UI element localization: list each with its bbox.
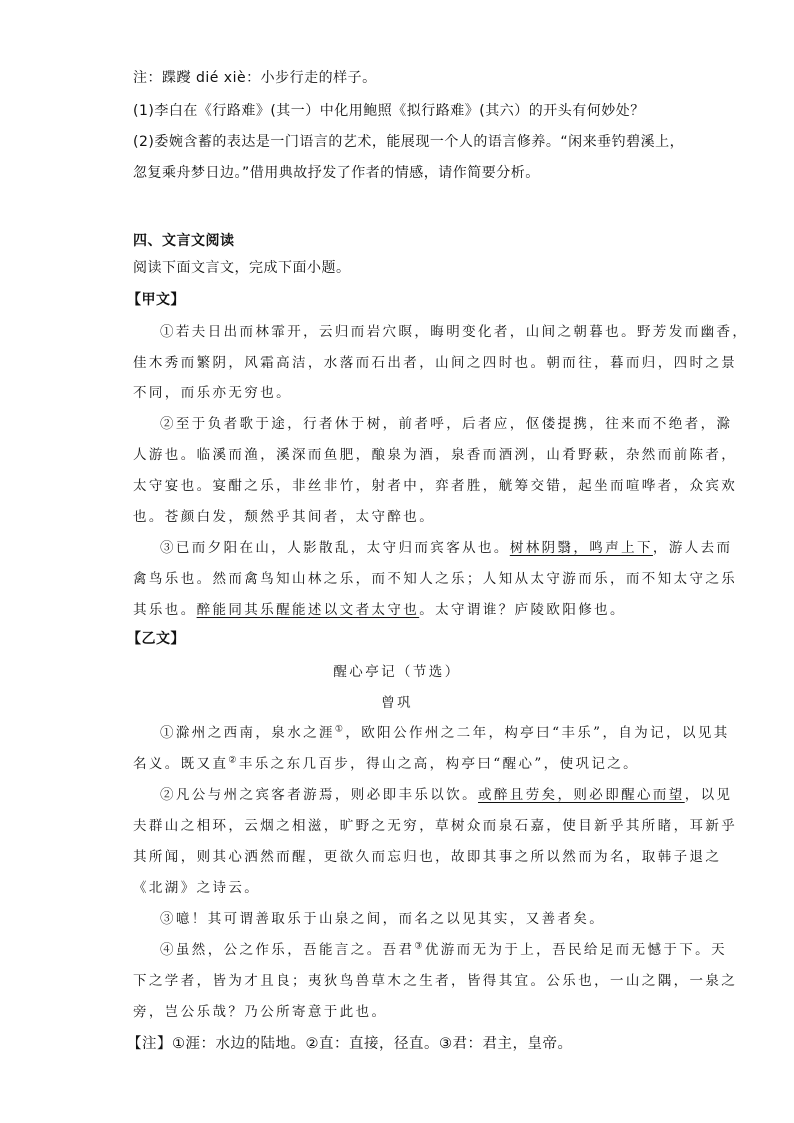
section-title: 四、文言文阅读: [133, 233, 235, 249]
passage-b-p4-line-1: [160, 938, 727, 958]
passage-a-p1-line: ①若夫日出而林霏开，云归而岩穴暝，晦明变化者，山间之朝暮也。野芳发而幽香，: [160, 324, 749, 340]
passage-b-author: 曾巩: [381, 695, 413, 711]
question-2-line-2: 忽复乘舟梦日边。”借用典故抒发了作者的情感，请作简要分析。: [133, 165, 540, 181]
text-span: ，欧阳公作州之二年，构亭曰“丰乐”，自为记，以见其: [345, 725, 730, 741]
passage-a-p3-line-2: 禽鸟乐也。然而禽鸟知山林之乐，而不知人之乐；人知从太守游而乐，而不知太守之乐: [133, 571, 738, 587]
note-marker: ①: [334, 724, 346, 735]
question-1: (1)李白在《行路难》(其一）中化用鲍照《拟行路难》(其六）的开头有何妙处？: [133, 103, 645, 119]
footnote-line: 注：蹀躞 dié xiè：小步行走的样子。: [133, 70, 377, 86]
passage-a-p2-line: 也。苍颜白发，颓然乎其间者，太守醉也。: [133, 509, 436, 525]
section-instruction: 阅读下面文言文，完成下面小题。: [133, 260, 351, 276]
passage-a-p2-line: ②至于负者歌于途，行者休于树，前者呼，后者应，伛偻提携，往来而不绝者，滁: [160, 416, 733, 432]
passage-b-p4-line: 旁，岂公乐哉？乃公所寄意于此也。: [133, 1004, 388, 1020]
underlined-sentence: 树林阴翳，鸣声上下: [509, 540, 653, 556]
text-span: 其乐也。: [133, 602, 197, 618]
passage-b-p1-line-1: [160, 721, 730, 741]
text-span: ，以见: [684, 787, 733, 803]
note-marker: ②: [228, 755, 239, 766]
text-span: ③已而夕阳在山，人影散乱，太守归而宾客从也。: [160, 540, 510, 556]
passage-b-p2-line: 夫群山之相环，云烟之相滋，旷野之无穷，草树众而泉石嘉，使目新乎其所睹，耳新乎: [133, 818, 738, 834]
text-span: 名义。既又直: [133, 756, 229, 772]
passage-b-p2-line-1: [160, 783, 732, 803]
passage-b-p4-line: 下之学者，皆为才且良；夷狄鸟兽草木之生者，皆得其宜。公乐也，一山之隅，一泉之: [133, 973, 738, 989]
passage-a-p1-line: 佳木秀而繁阴，风霜高洁，水落而石出者，山间之四时也。朝而往，暮而归，四时之景: [133, 355, 738, 371]
text-span: 。太守谓谁？庐陵欧阳修也。: [419, 602, 626, 618]
underlined-sentence: 或醉且劳矣，则必即醒心而望: [478, 787, 685, 803]
text-span: 丰乐之东几百步，得山之高，构亭曰“醒心”，使巩记之。: [238, 756, 640, 772]
passage-notes: 【注】①涯：水边的陆地。②直：直接，径直。③君：君主，皇帝。: [127, 1036, 573, 1052]
passage-b-title: 醒心亭记（节选）: [333, 664, 461, 680]
passage-a-p1-line: 不同，而乐亦无穷也。: [133, 385, 292, 401]
passage-a-p2-line: 人游也。临溪而渔，溪深而鱼肥，酿泉为酒，泉香而酒洌，山肴野蔌，杂然而前陈者，: [133, 447, 738, 463]
passage-a-label: 【甲文】: [127, 292, 185, 308]
passage-a-p3-line-3: [133, 598, 626, 618]
passage-b-p2-line: 《北湖》之诗云。: [133, 880, 261, 896]
text-span: 优游而无为于上，吾民给足而无憾于下。天: [424, 942, 727, 958]
passage-a-p2-line: 太守宴也。宴酣之乐，非丝非竹，射者中，弈者胜，觥筹交错，起坐而喧哗者，众宾欢: [133, 478, 738, 494]
passage-a-p3-line-1: [160, 536, 732, 556]
text-span: ①滁州之西南，泉水之涯: [160, 725, 335, 741]
text-span: ②凡公与州之宾客者游焉，则必即丰乐以饮。: [160, 787, 478, 803]
question-2-line-1: (2)委婉含蓄的表达是一门语言的艺术，能展现一个人的语言修养。“闲来垂钓碧溪上，: [133, 134, 685, 150]
note-marker: ③: [414, 941, 425, 952]
text-span: ④虽然，公之作乐，吾能言之。吾君: [160, 942, 415, 958]
passage-b-p3-line: ③噫！其可谓善取乐于山泉之间，而名之以见其实，又善者矣。: [160, 911, 606, 927]
passage-b-p1-line-2: [133, 752, 639, 772]
underlined-sentence: 醉能同其乐醒能述以文者太守也: [196, 602, 420, 618]
text-span: ，游人去而: [652, 540, 733, 556]
passage-b-label: 【乙文】: [127, 631, 185, 647]
passage-b-p2-line: 其所闻，则其心洒然而醒，更欲久而忘归也，故即其事之所以然而为名，取韩子退之: [133, 849, 722, 865]
